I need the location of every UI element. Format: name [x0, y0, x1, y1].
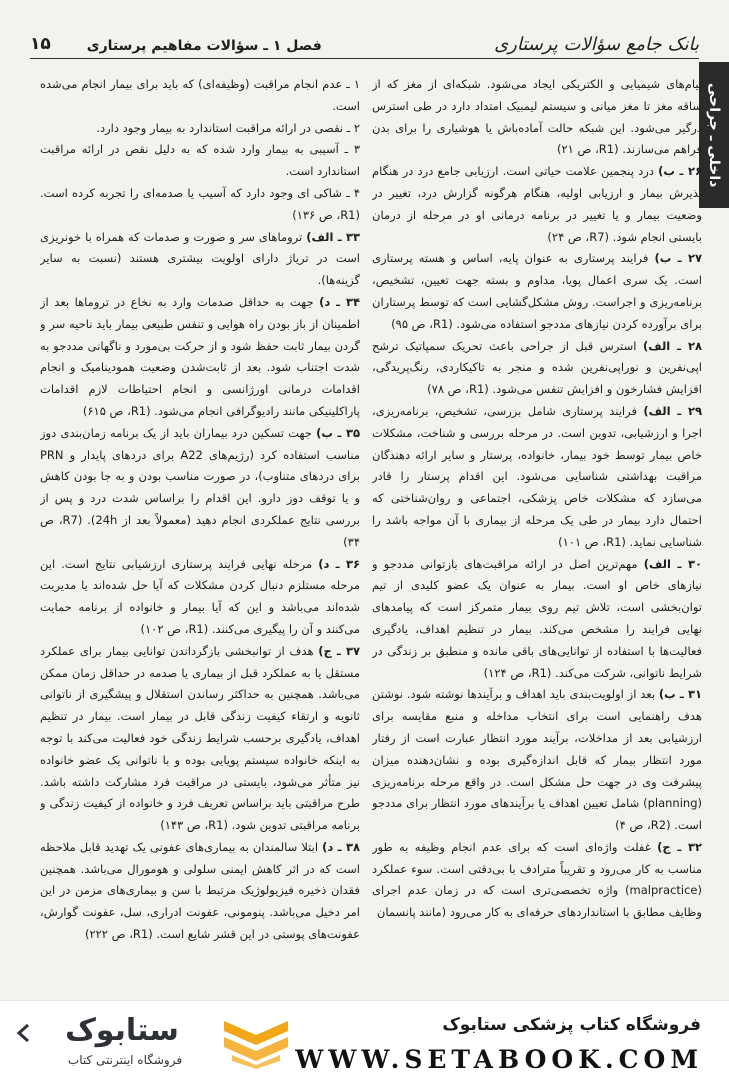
- right-text-column: [372, 74, 702, 992]
- answer-paragraph: [40, 118, 360, 140]
- answer-text: جهت تسکین درد بیماران باید از یک برنامه زمان‌بندی دوز مناسب استفاده کرد (رژیم‌های A22 برای دردهای پایدار و PRN برای دردهای متناوب)، در صورت مناسب بودن و به جا بودن کاهش و یا توقف دوز دارو. این اقدام را براساس شدت درد و پس از بررسی نتایج عملکردی انجام دهید (معمولاً بعد از 24h). (R7، ص ۳۴): [40, 425, 360, 549]
- answer-number: ۲۷ ـ ب): [654, 251, 702, 266]
- answer-paragraph: [40, 423, 360, 554]
- answer-paragraph: [40, 74, 360, 118]
- answer-text: ۳ ـ آسیبی به بیمار وارد شده که به دلیل نقص در ارائه مراقبت استاندارد است.: [40, 142, 360, 179]
- answer-number: ۲۹ ـ الف): [643, 403, 702, 418]
- answer-paragraph: [40, 292, 360, 423]
- answer-paragraph: [40, 554, 360, 641]
- answer-number: ۳۲ ـ ج): [657, 839, 702, 854]
- answer-number: ۳۶ ـ د): [318, 556, 360, 571]
- answer-number: ۳۷ ـ ج): [318, 643, 360, 658]
- chevron-left-icon: [14, 1023, 34, 1043]
- answer-paragraph: [372, 336, 702, 401]
- answer-paragraph: [40, 139, 360, 183]
- logo-wordmark: ستابوک: [65, 1013, 179, 1048]
- answer-number: ۳۵ ـ ب): [316, 425, 360, 440]
- answer-number: ۳۸ ـ د): [322, 839, 360, 854]
- answer-paragraph: [372, 837, 702, 924]
- answer-number: ۳۴ ـ د): [319, 294, 360, 309]
- store-name: فروشگاه کتاب پزشکی ستابوک: [442, 1015, 701, 1035]
- answer-paragraph: [372, 248, 702, 335]
- answer-text: پیام‌های شیمیایی و الکتریکی ایجاد می‌شود. شبکه‌ای از مغز که از ساقه مغز تا مغز میانی و سیستم لیمبیک امتداد دارد در طی استرس درگیر می‌شود. این شبکه حالت آماده‌باش یا هوشیاری را برای بدن فراهم می‌سازند. (R1، ص ۲۱): [372, 77, 702, 157]
- answer-number: ۲۶ ـ ب): [658, 164, 702, 179]
- answer-text: ابتلا سالمندان به بیماری‌های عفونی یک تهدید قابل ملاحظه است که در اثر کاهش ایمنی سلولی و هومورال می‌باشد. همچنین فقدان ذخیره فیزیولوژیک مرتبط با سن و بیماری‌های مزمن در این امر دخیل می‌باشد. پنومونی، عفونت ادراری، سل، عفونت گوارش، عفونت‌های پوستی در این قشر شایع است. (R1، ص ۲۲۲): [40, 839, 360, 942]
- answer-text: استرس قبل از جراحی باعث تحریک سمپاتیک ترشح اپی‌نفرین و نوراپی‌نفرین شده و منجر به تاکیکاردی، رنگ‌پریدگی، افزایش فشارخون و افزایش تنفس می‌شود. (R1، ص ۷۸): [372, 338, 702, 397]
- logo-subtitle: فروشگاه اینترنتی کتاب: [67, 1053, 183, 1067]
- answer-text: فرایند پرستاری شامل بررسی، تشخیص، برنامه‌ریزی، اجرا و ارزشیابی، تدوین است. در مرحله بررسی و شناخت، مشکلات خاص بیمار توسط خود بیمار، خانواده، پرستار و سایر ارائه دهندگان مراقبت بهداشتی شناسایی می‌شود. این اقدام پرستار را قادر می‌سازد که مشکلات خاص پزشکی، اجتماعی و روان‌شناختی که احتمال دارد بیمار در طی یک مرحله از بیماری با آن مواجه باشد را شناسایی نماید. (R1، ص ۱۰۱): [372, 403, 702, 549]
- answer-paragraph: [40, 227, 360, 292]
- answer-number: ۳۳ ـ الف): [306, 229, 360, 244]
- answer-text: ۲ ـ نقصی در ارائه مراقبت استاندارد به بیمار وجود دارد.: [96, 120, 360, 135]
- answer-text: بعد از اولویت‌بندی باید اهداف و برآیندها نوشته شود. نوشتن هدف راهنمایی است برای انتخاب مداخله و منبع مقایسه برای ارزشیابی بعد از مداخلات، برآیند مورد انتظار عبارت است از رفتار مورد انتظار بیمار که قابل اندازه‌گیری بوده و نشان‌دهنده میزان پیشرفت وی در جهت حل مشکل است. در واقع مرحله برنامه‌ریزی (planning) شامل تعیین اهداف یا برآیندهای مورد انتظار برای مددجو است. (R2، ص ۴): [372, 687, 702, 833]
- answer-text: مهم‌ترین اصل در ارائه مراقبت‌های بازتوانی مددجو و نیازهای خاص او است. بیمار به عنوان یک عضو کلیدی از تیم توان‌بخشی است، تلاش تیم روی بیمار متمرکز است که پیامدهای نهایی فرایند را مشخص می‌کند. بیمار در تنظیم اهداف، یادگیری فعالیت‌ها با استفاده از توانایی‌های باقی مانده و منطبق بر زندگی در شرایط ناتوانی، شرکت می‌کند. (R1، ص ۱۲۴): [372, 556, 702, 680]
- answer-text: غفلت واژه‌ای است که برای عدم انجام وظیفه به طور مناسب به کار می‌رود و تقریباً مترادف با بی‌دقتی است. سوء عملکرد (malpractice) واژه تخصصی‌تری است که در زمان عدم اجرای وظایف مطابق با استانداردهای حرفه‌ای به کار می‌رود (مانند پانسمان: [372, 839, 702, 920]
- answer-paragraph: [40, 641, 360, 837]
- answer-paragraph: [372, 554, 702, 685]
- running-head: [30, 28, 699, 59]
- answer-number: ۳۰ ـ الف): [643, 556, 702, 571]
- answer-text: مرحله نهایی فرایند پرستاری ارزشیابی نتایج است. این مرحله مستلزم دنبال کردن مشکلات که آیا حل شده‌اند یا مدیریت شده‌اند می‌باشد و این که آیا بیمار و خانواده از برنامه حمایت می‌کنند و آن را پیگیری می‌کنند. (R1، ص ۱۰۲): [40, 556, 360, 636]
- chapter-title-group: [30, 34, 322, 58]
- book-title: بانک جامع سؤالات پرستاری: [494, 34, 699, 55]
- answer-paragraph: [40, 183, 360, 227]
- answer-paragraph: [372, 684, 702, 837]
- answer-paragraph: [372, 74, 702, 161]
- store-footer-banner: [0, 1000, 729, 1081]
- answer-text: جهت به حداقل صدمات وارد به نخاع در تروماها بعد از اطمینان از باز بودن راه هوایی و تنفس طبیعی بیمار باید ناحیه سر و گردن بیمار ثابت حفظ شود و از حرکت بی‌مورد و ناگهانی مددجو به شدت اجتناب شود. بعد از ثابت‌شدن وضعیت همودینامیک و انجام اقدامات درمانی اورژانسی و انجام احتیاطات لازم اقدامات پاراکلینیکی مانند رادیوگرافی انجام می‌شود. (R1، ص ۶۱۵): [40, 294, 360, 418]
- answer-text: فرایند پرستاری به عنوان پایه، اساس و هسته پرستاری است. یک سری اعمال پویا، مداوم و بسته جهت تعیین، تشخیص، برنامه‌ریزی و اجراست. روش مشکل‌گشایی است که توسط پرستاران برای برآورده کردن نیازهای مددجو استفاده می‌شود. (R1، ص ۹۵): [372, 251, 702, 331]
- answer-text: درد پنجمین علامت حیاتی است. ارزیابی جامع درد در هنگام پذیرش بیمار و ارزیابی اولیه، هنگام هرگونه گزارش درد، تغییر در وضعیت بیمار و یا تغییر در برنامه درمانی او در مرحله از درمان بایستی انجام شود. (R7، ص ۲۴): [372, 164, 702, 244]
- page-number: ۱۵: [30, 34, 51, 54]
- answer-paragraph: [40, 837, 360, 946]
- section-side-tab: [699, 62, 729, 208]
- left-text-column: [40, 74, 360, 992]
- answer-text: هدف از توانبخشی بازگرداندن توانایی بیمار برای عملکرد مستقل یا به عملکرد قبل از بیماری یا صدمه در حداقل زمان ممکن می‌باشد. همچنین به حداکثر رساندن استقلال و پیشگیری از ناتوانی ثانویه و ارتقاء کیفیت زندگی قابل در بیمار است. بیمار در تنظیم اهداف، یادگیری برحسب شرایط زندگی خود فعالیت می‌کند با توجه به اینکه خانواده سیستم پویایی بوده و با ناتوانی یک عضو خانواده نیز متأثر می‌شود، بایستی در مراقبت فرد مشارکت داشته باشد. طرح مراقبتی باید براساس تعریف فرد و خانواده از کیفیت زندگی و برنامه مراقبتی تدوین شود. (R1، ص ۱۴۳): [40, 643, 360, 833]
- book-stack-logo-icon: [222, 1015, 290, 1069]
- answer-text: ۴ ـ شاکی ای وجود دارد که آسیب یا صدمه‌ای را تجربه کرده است. (R1، ص ۱۳۶): [40, 185, 360, 222]
- answer-text: تروماهای سر و صورت و صدمات که همراه با خونریزی است در تریاژ دارای اولویت بیشتری هستند (نسبت به سایر گزینه‌ها).: [40, 229, 360, 288]
- answer-number: ۳۱ ـ ب): [658, 687, 702, 702]
- store-url-link[interactable]: WWW.SETABOOK.COM: [295, 1045, 703, 1074]
- section-side-tab-label: داخلی ـ جراحی: [706, 82, 722, 188]
- chapter-title: فصل ۱ ـ سؤالات مفاهیم پرستاری: [86, 38, 322, 54]
- answer-number: ۲۸ ـ الف): [643, 338, 702, 353]
- answer-paragraph: [372, 401, 702, 554]
- answer-paragraph: [372, 161, 702, 248]
- answer-text: ۱ ـ عدم انجام مراقبت (وظیفه‌ای) که باید برای بیمار انجام می‌شده است.: [40, 77, 360, 113]
